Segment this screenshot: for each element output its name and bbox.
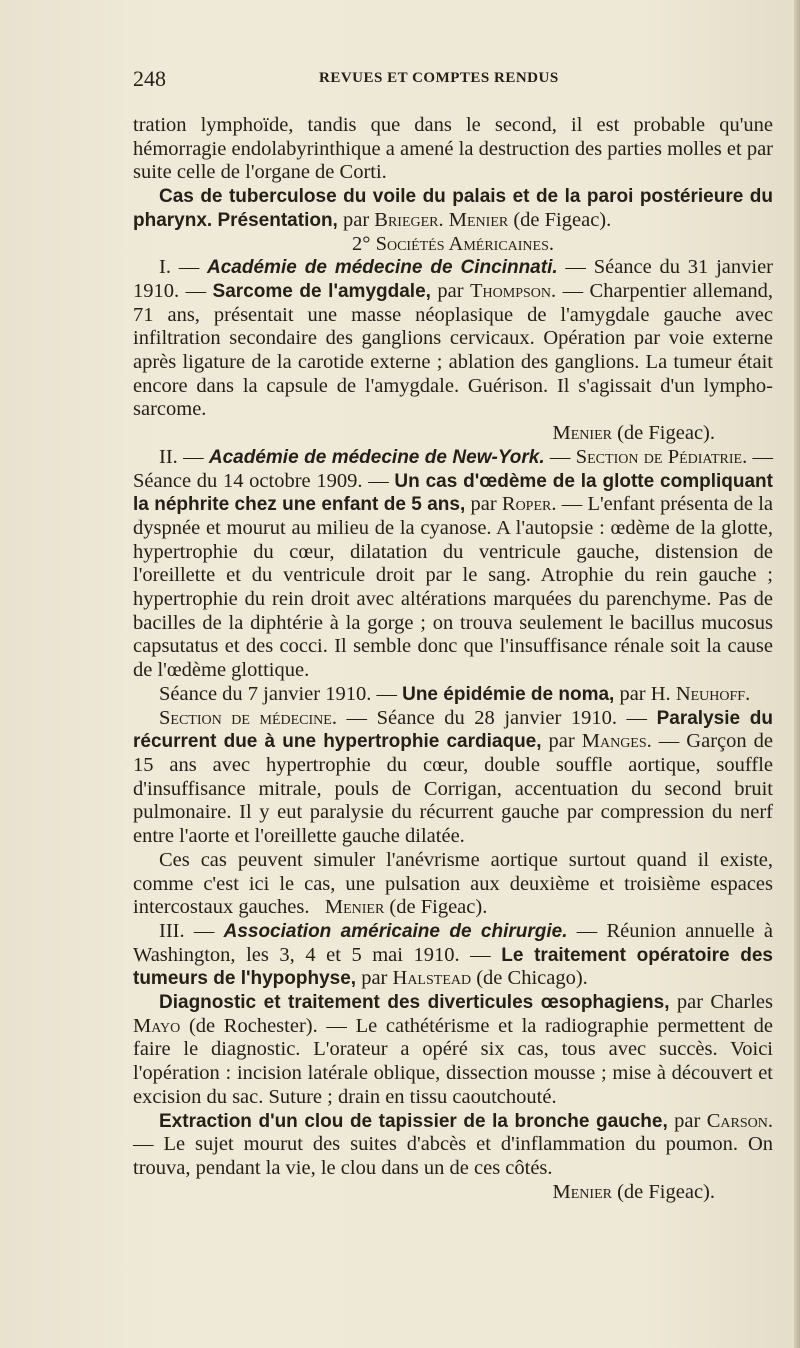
author-name: Mayo — [133, 1014, 181, 1037]
section-name: Section de Pédiatrie — [575, 445, 743, 468]
author-name: Thompson — [470, 279, 551, 302]
author-name: Manges — [581, 730, 647, 753]
author-name: Brieger — [374, 208, 439, 231]
paragraph: Diagnostic et traitement des diverticules œsophagiens, par Charles Mayo (de Rochester). — Le cathétérisme et la radiographie permettent de faire le diagnostic. L'orateur a opéré six cas, tous avec succès. Voici l'opération : incision latérale oblique, dissection mousse ; mise à découvert et excision du sac. Suture ; drain en tissu caoutchouté. — [133, 991, 774, 1108]
paragraph: tration lymphoïde, tandis que dans le second, il est probable qu'une hémorragie endolabyrinthique a amené la destruction des parties molles et par suite celle de l'organe de Corti. — [133, 114, 773, 184]
case-title: Une épidémie de noma, — [402, 683, 615, 705]
paragraph: Section de médecine. — Séance du 28 janvier 1910. — Paralysie du récurrent due à une hypertrophie cardiaque, par Manges. — Garçon de 15 ans avec hypertrophie du cœur, double souffle aortique, souffle d'insuffisance mitrale, pouls de Corrigan, accentuation du second bruit pulmonaire. Il y eut paralysie du récurrent gauche par compression du nerf entre l'aorte et l'oreillette gauche dilatée. — [133, 706, 774, 848]
page-number: 248 — [133, 66, 166, 91]
section-heading: 2° Sociétés Américaines. — [351, 232, 554, 255]
paragraph: II. — Académie de médecine de New-York. — Section de Pédiatrie. — Séance du 14 octobre 1909. — Un cas d'œdème de la glotte compliquant la néphrite chez une enfant de 5 ans, par Roper. — L'enfant présenta de la dyspnée et mourut au milieu de la cyanose. A l'autopsie : œdème de la glotte, hypertrophie du cœur, dilatation du ventricule gauche, distension de l'oreillette et du ventricule droit par le sang. Atrophie du rein gauche ; hypertrophie du rein droit avec altérations marquées du parenchyme. Pas de bacilles de la diphtérie à la gorge ; on trouva seulement le bacillus mucosus capsutatus et des cocci. Il semble donc que l'insuffisance rénale soit la cause de l'œdème glottique. — [133, 445, 774, 682]
case-title: Paralysie du récurrent due à une hypertrophie cardiaque, — [133, 707, 774, 753]
case-title: Un cas d'œdème de la glotte compliquant la néphrite chez une enfant de 5 ans, — [133, 470, 773, 516]
author-name: Neuhoff — [675, 682, 746, 705]
case-title: Diagnostic et traitement des diverticules œsophagiens, — [159, 992, 670, 1014]
paragraph: Extraction d'un clou de tapissier de la bronche gauche, par Carson. — Le sujet mourut des suites d'abcès et d'inflammation du poumon. On trouva, pendant la vie, le clou dans un de ces côtés. — [133, 1109, 773, 1179]
running-head: REVUES ET COMPTES RENDUS — [319, 70, 559, 86]
paragraph: Séance du 7 janvier 1910. — Une épidémie de noma, par H. Neuhoff. — [159, 682, 751, 705]
case-title: Sarcome de l'amygdale, — [212, 280, 431, 302]
paragraph: III. — Association américaine de chirurgie. — Réunion annuelle à Washington, les 3, 4 et 5 mai 1910. — Le traitement opératoire des tumeurs de l'hypophyse, par Halstead (de Chicago). — [133, 919, 773, 990]
paragraph: Cas de tuberculose du voile du palais et de la paroi postérieure du pharynx. Présentation, par Brieger. Menier (de Figeac). — [133, 186, 773, 231]
page-edge — [794, 0, 800, 1348]
society-name: Association américaine de chirurgie. — [223, 920, 568, 942]
author-name: Halstead — [392, 967, 472, 990]
section-name: Section de médecine — [159, 706, 332, 729]
author-name: Roper — [501, 493, 552, 516]
author-name: Menier — [448, 208, 509, 231]
case-title: Cas de tuberculose du voile du palais et de la paroi postérieure du pharynx. Présentation, — [133, 186, 773, 231]
author-name: Carson — [706, 1109, 768, 1132]
case-title: Extraction d'un clou de tapissier de la bronche gauche, — [159, 1110, 668, 1132]
author-name: Menier — [324, 896, 385, 919]
case-title: Le traitement opératoire des tumeurs de l'hypophyse, — [133, 944, 773, 990]
signature: Menier (de Figeac). — [552, 1180, 715, 1203]
article-body — [133, 114, 773, 1204]
paragraph: Ces cas peuvent simuler l'anévrisme aortique surtout quand il existe, comme c'est ici le cas, une pulsation aux deuxième et troisième espaces intercostaux gauches. Menier (de Figeac). — [133, 848, 773, 919]
signature: Menier (de Figeac). — [552, 422, 715, 445]
society-name: Académie de médecine de New-York. — [208, 446, 545, 468]
society-name: Académie de médecine de Cincinnati. — [207, 257, 558, 279]
paragraph: I. — Académie de médecine de Cincinnati. — Séance du 31 janvier 1910. — Sarcome de l'amygdale, par Thompson. — Charpentier allemand, 71 ans, présentait une masse néoplasique de l'amygdale gauche avec infiltration secondaire des ganglions cervicaux. Opération par voie externe après ligature de la carotide externe ; ablation des ganglions. La tumeur était encore dans la capsule de l'amygdale. Guérison. Il s'agissait d'un lympho-sarcome. — [133, 256, 774, 421]
page-header — [133, 62, 773, 96]
